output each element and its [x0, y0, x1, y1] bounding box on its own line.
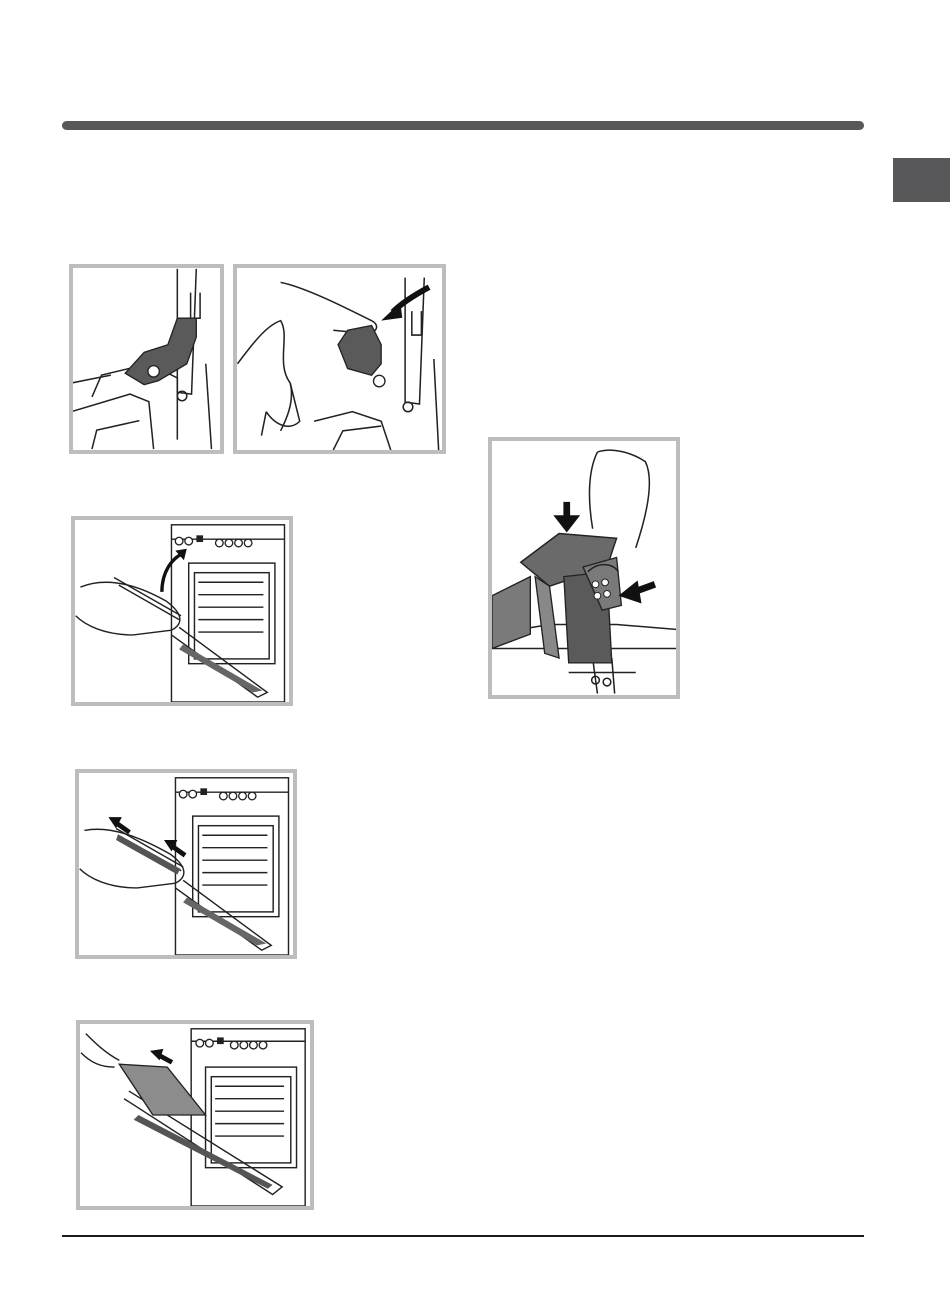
figure-oven-glass-removal [76, 1020, 314, 1210]
footer-rule [62, 1235, 864, 1237]
figure-oven-door-lift [71, 516, 293, 706]
figure-hinge-lever-closed [69, 264, 224, 454]
hinge-lever-pressed-illustration [237, 268, 442, 450]
header-rule [62, 121, 864, 130]
oven-door-lift-illustration [75, 520, 289, 702]
figure-hinge-lever-pressed [233, 264, 446, 454]
figure-oven-door-slide-out [75, 769, 297, 959]
figure-door-strip-clip-press [488, 437, 680, 699]
oven-glass-removal-illustration [80, 1024, 310, 1206]
door-strip-clip-press-illustration [492, 441, 676, 695]
oven-door-slide-out-illustration [79, 773, 293, 955]
chapter-tab [893, 158, 950, 202]
hinge-lever-closed-illustration [73, 268, 220, 450]
